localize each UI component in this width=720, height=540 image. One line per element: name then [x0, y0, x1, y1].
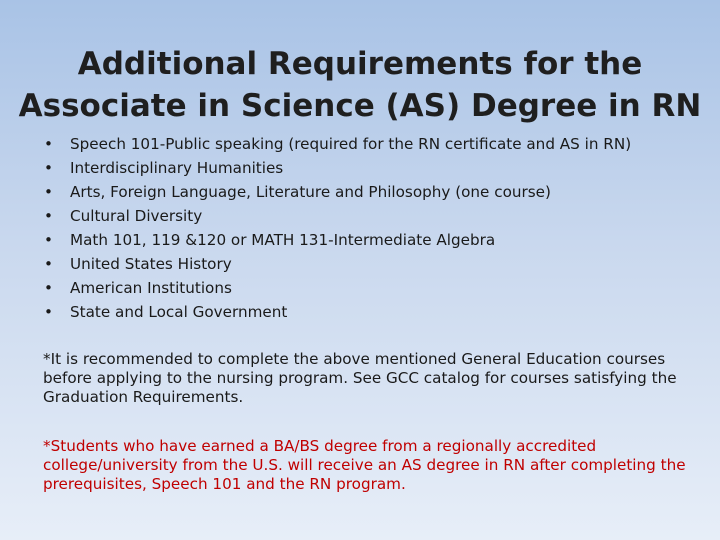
- requirement-item: • State and Local Government: [44, 300, 631, 324]
- requirement-item: • Speech 101-Public speaking (required for the RN certificate and AS in RN): [44, 132, 631, 156]
- requirements-list: [44, 132, 631, 324]
- requirement-item: • American Institutions: [44, 276, 631, 300]
- requirement-item: • United States History: [44, 252, 631, 276]
- bachelor-degree-note: *Students who have earned a BA/BS degree from a regionally accredited college/university from the U.S. will receive an AS degree in RN after completing the prerequisites, Speech 101 and the RN program.: [43, 437, 686, 493]
- general-education-note: *It is recommended to complete the above mentioned General Education courses before applying to the nursing program. See GCC catalog for courses satisfying the Graduation Requirements.: [43, 350, 677, 406]
- requirement-item: • Arts, Foreign Language, Literature and Philosophy (one course): [44, 180, 631, 204]
- slide-title-line-1: Additional Requirements for the: [77, 45, 643, 82]
- slide-title-line-2: Associate in Science (AS) Degree in RN: [18, 87, 702, 124]
- requirement-item: • Math 101, 119 &120 or MATH 131-Intermediate Algebra: [44, 228, 631, 252]
- slide-title: [0, 43, 720, 127]
- requirement-item: • Cultural Diversity: [44, 204, 631, 228]
- requirement-item: • Interdisciplinary Humanities: [44, 156, 631, 180]
